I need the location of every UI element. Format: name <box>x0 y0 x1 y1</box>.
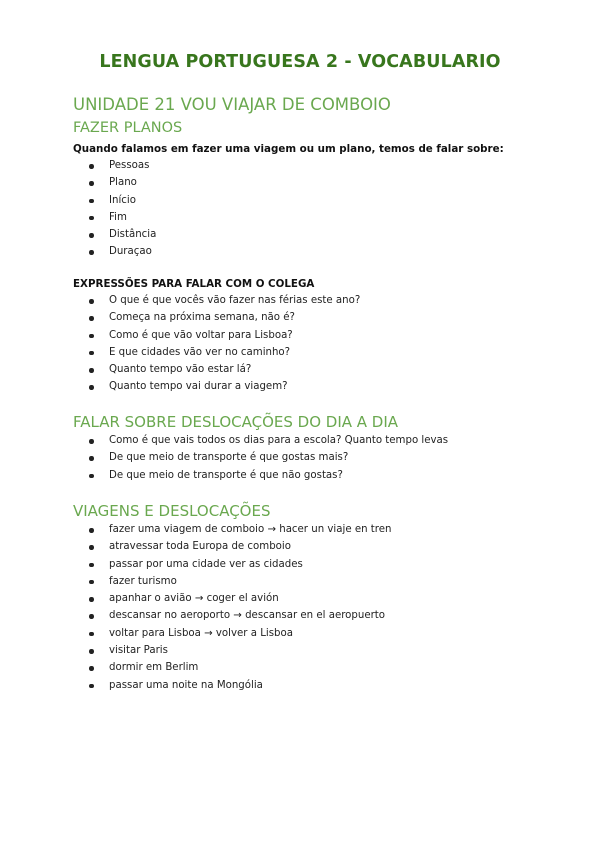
trips-heading: VIAGENS E DESLOCAÇÕES <box>73 502 271 520</box>
daily-heading: FALAR SOBRE DESLOCAÇÕES DO DIA A DIA <box>73 413 399 431</box>
list-item-text: Como é que vão voltar para Lisboa? <box>109 329 293 341</box>
bullet-icon <box>89 334 94 339</box>
bullet-icon <box>89 439 94 444</box>
list-item-text: E que cidades vão ver no caminho? <box>109 346 291 358</box>
bullet-icon <box>89 368 94 373</box>
list-item-text: dormir em Berlim <box>109 662 199 674</box>
bullet-icon <box>89 164 94 169</box>
list-item-text: Início <box>109 194 136 206</box>
plans-intro: Quando falamos em fazer uma viagem ou um plano, temos de falar sobre: <box>73 143 504 155</box>
bullet-icon <box>89 580 94 585</box>
list-item <box>87 590 391 607</box>
bullet-icon <box>89 216 94 221</box>
list-item <box>87 449 448 466</box>
bullet-icon <box>89 474 94 479</box>
bullet-icon <box>89 199 94 204</box>
list-item <box>87 292 360 309</box>
daily-list <box>87 432 448 484</box>
plans-heading: FAZER PLANOS <box>73 120 183 136</box>
list-item <box>87 344 360 361</box>
list-item-text: De que meio de transporte é que gostas mais? <box>109 452 349 464</box>
unit-heading: UNIDADE 21 VOU VIAJAR DE COMBOIO <box>73 95 391 114</box>
list-item <box>87 607 391 624</box>
list-item-text: passar por uma cidade ver as cidades <box>109 558 303 570</box>
list-item <box>87 192 156 209</box>
list-item <box>87 625 391 642</box>
list-item <box>87 157 156 174</box>
list-item <box>87 243 156 260</box>
list-item-text: Duraçao <box>109 246 152 258</box>
list-item <box>87 309 360 326</box>
list-item-text: fazer turismo <box>109 575 177 587</box>
list-item <box>87 556 391 573</box>
bullet-icon <box>89 456 94 461</box>
bullet-icon <box>89 233 94 238</box>
list-item <box>87 432 448 449</box>
list-item-text: descansar no aeroporto → descansar en el aeropuerto <box>109 610 386 622</box>
list-item-text: Como é que vais todos os dias para a escola? Quanto tempo levas <box>109 435 449 446</box>
phrases-list <box>87 292 360 396</box>
bullet-icon <box>89 385 94 390</box>
bullet-icon <box>89 181 94 186</box>
list-item-text: Quanto tempo vai durar a viagem? <box>109 381 288 393</box>
list-item <box>87 174 156 191</box>
bullet-icon <box>89 614 94 619</box>
bullet-icon <box>89 528 94 533</box>
list-item-text: apanhar o avião → coger el avión <box>109 593 279 605</box>
list-item-text: passar uma noite na Mongólia <box>109 679 263 691</box>
list-item <box>87 378 360 395</box>
list-item-text: Plano <box>109 177 137 189</box>
list-item-text: voltar para Lisboa → volver a Lisboa <box>109 627 293 639</box>
phrases-heading: EXPRESSÕES PARA FALAR COM O COLEGA <box>73 278 315 290</box>
bullet-icon <box>89 684 94 689</box>
list-item <box>87 677 391 694</box>
list-item <box>87 573 391 590</box>
document-title: LENGUA PORTUGUESA 2 - VOCABULARIO <box>99 52 501 72</box>
list-item-text: Pessoas <box>109 160 150 171</box>
list-item-text: visitar Paris <box>109 645 168 657</box>
list-item <box>87 327 360 344</box>
list-item-text: fazer uma viagem de comboio → hacer un viaje en tren <box>109 524 392 535</box>
bullet-icon <box>89 649 94 654</box>
list-item-text: Distância <box>109 229 157 241</box>
trips-list <box>87 521 391 694</box>
list-item <box>87 659 391 676</box>
list-item-text: De que meio de transporte é que não gostas? <box>109 469 343 481</box>
list-item <box>87 361 360 378</box>
bullet-icon <box>89 250 94 255</box>
list-item <box>87 521 391 538</box>
bullet-icon <box>89 597 94 602</box>
bullet-icon <box>89 563 94 568</box>
list-item <box>87 642 391 659</box>
list-item <box>87 209 156 226</box>
list-item-text: Fim <box>109 211 127 223</box>
list-item <box>87 538 391 555</box>
bullet-icon <box>89 299 94 304</box>
bullet-icon <box>89 351 94 356</box>
list-item <box>87 467 448 484</box>
bullet-icon <box>89 316 94 321</box>
list-item-text: Quanto tempo vão estar lá? <box>109 364 252 376</box>
plans-topic-list <box>87 157 156 261</box>
list-item-text: Começa na próxima semana, não é? <box>109 312 295 324</box>
bullet-icon <box>89 666 94 671</box>
list-item <box>87 226 156 243</box>
bullet-icon <box>89 632 94 637</box>
list-item-text: atravessar toda Europa de comboio <box>109 541 291 553</box>
bullet-icon <box>89 545 94 550</box>
list-item-text: O que é que vocês vão fazer nas férias este ano? <box>109 295 361 306</box>
